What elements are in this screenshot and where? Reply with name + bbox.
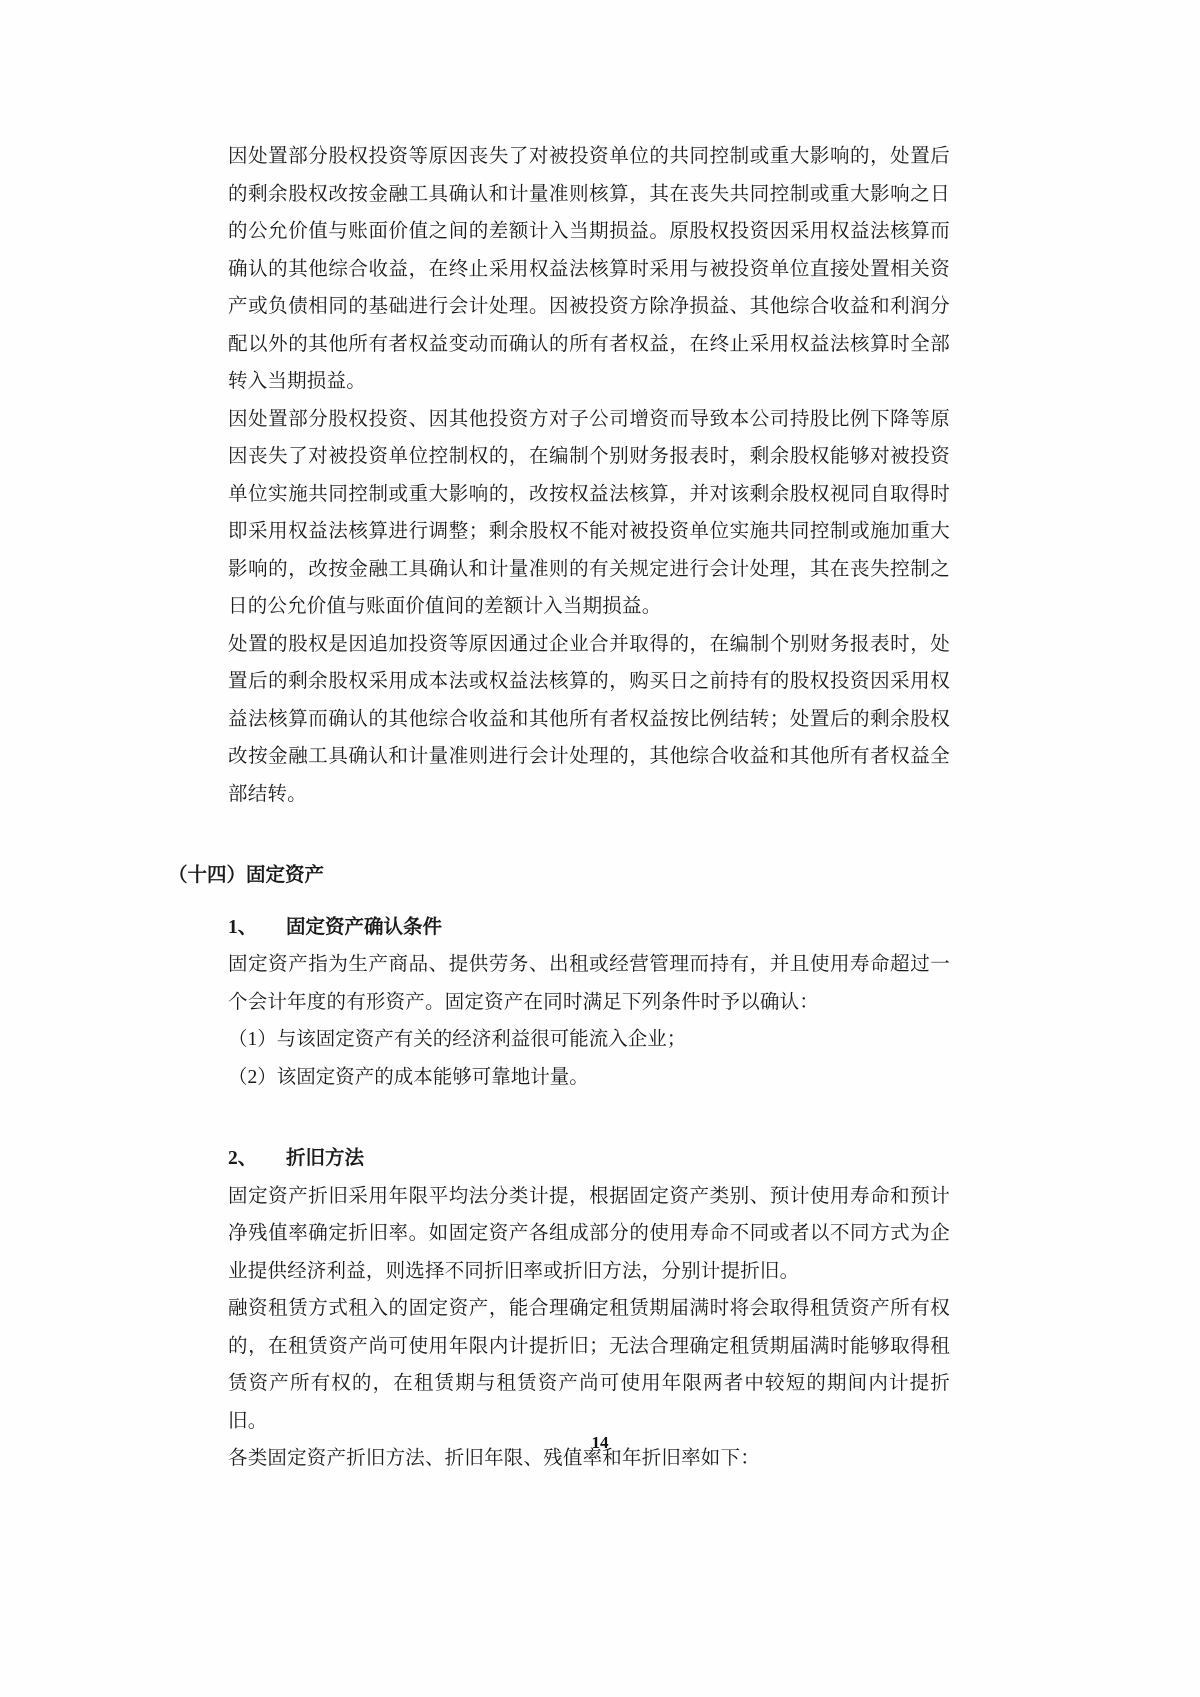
list-item-condition-1: （1）与该固定资产有关的经济利益很可能流入企业； (228, 1029, 687, 1050)
subheading-number: 2、 (228, 1148, 258, 1169)
paragraph-finance-lease: 融资租赁方式租入的固定资产，能合理确定租赁期届满时将会取得租赁资产所有权的，在租赁资产尚可使用年限内计提折旧；无法合理确定租赁期届满时能够取得租赁资产所有权的，在租赁期与租赁资产尚可使用年限两者中较短的期间内计提折旧。 (228, 1298, 950, 1432)
paragraph-depreciation-table-intro: 各类固定资产折旧方法、折旧年限、残值率和年折旧率如下： (228, 1448, 760, 1469)
section-heading-fixed-assets: （十四）固定资产 (168, 865, 325, 886)
paragraph-business-combination-disposal: 处置的股权是因追加投资等原因通过企业合并取得的，在编制个别财务报表时，处置后的剩余股权采用成本法或权益法核算的，购买日之前持有的股权投资因采用权益法核算而确认的其他综合收益和其他所有者权益按比例结转；处置后的剩余股权改按金融工具确认和计量准则进行会计处理的，其他综合收益和其他所有者权益全部结转。 (228, 633, 950, 805)
subheading-recognition-conditions (228, 909, 950, 947)
paragraph-equity-method-loss: 因处置部分股权投资等原因丧失了对被投资单位的共同控制或重大影响的，处置后的剩余股权改按金融工具确认和计量准则核算，其在丧失共同控制或重大影响之日的公允价值与账面价值之间的差额计入当期损益。原股权投资因采用权益法核算而确认的其他综合收益，在终止采用权益法核算时采用与被投资单位直接处置相关资产或负债相同的基础进行会计处理。因被投资方除净损益、其他综合收益和利润分配以外的其他所有者权益变动而确认的所有者权益，在终止采用权益法核算时全部转入当期损益。 (228, 146, 950, 392)
page-number: 14 (591, 1433, 609, 1452)
subheading-depreciation-method (228, 1140, 950, 1178)
subheading-title: 固定资产确认条件 (286, 916, 443, 938)
paragraph-loss-of-control: 因处置部分股权投资、因其他投资方对子公司增资而导致本公司持股比例下降等原因丧失了对被投资单位控制权的，在编制个别财务报表时，剩余股权能够对被投资单位实施共同控制或重大影响的，改按权益法核算，并对该剩余股权视同自取得时即采用权益法核算进行调整；剩余股权不能对被投资单位实施共同控制或施加重大影响的，改按金融工具确认和计量准则的有关规定进行会计处理，其在丧失控制之日的公允价值与账面价值间的差额计入当期损益。 (228, 408, 950, 617)
paragraph-recognition-definition: 固定资产指为生产商品、提供劳务、出租或经营管理而持有，并且使用寿命超过一个会计年度的有形资产。固定资产在同时满足下列条件时予以确认： (228, 954, 950, 1013)
section-spacer (228, 1096, 950, 1126)
subheading-title: 折旧方法 (286, 1148, 365, 1169)
list-item-condition-2: （2）该固定资产的成本能够可靠地计量。 (228, 1066, 589, 1088)
subheading-number: 1、 (228, 916, 258, 938)
paragraph-depreciation-rate: 固定资产折旧采用年限平均法分类计提，根据固定资产类别、预计使用寿命和预计净残值率确定折旧率。如固定资产各组成部分的使用寿命不同或者以不同方式为企业提供经济利益，则选择不同折旧率或折旧方法，分别计提折旧。 (228, 1185, 950, 1282)
